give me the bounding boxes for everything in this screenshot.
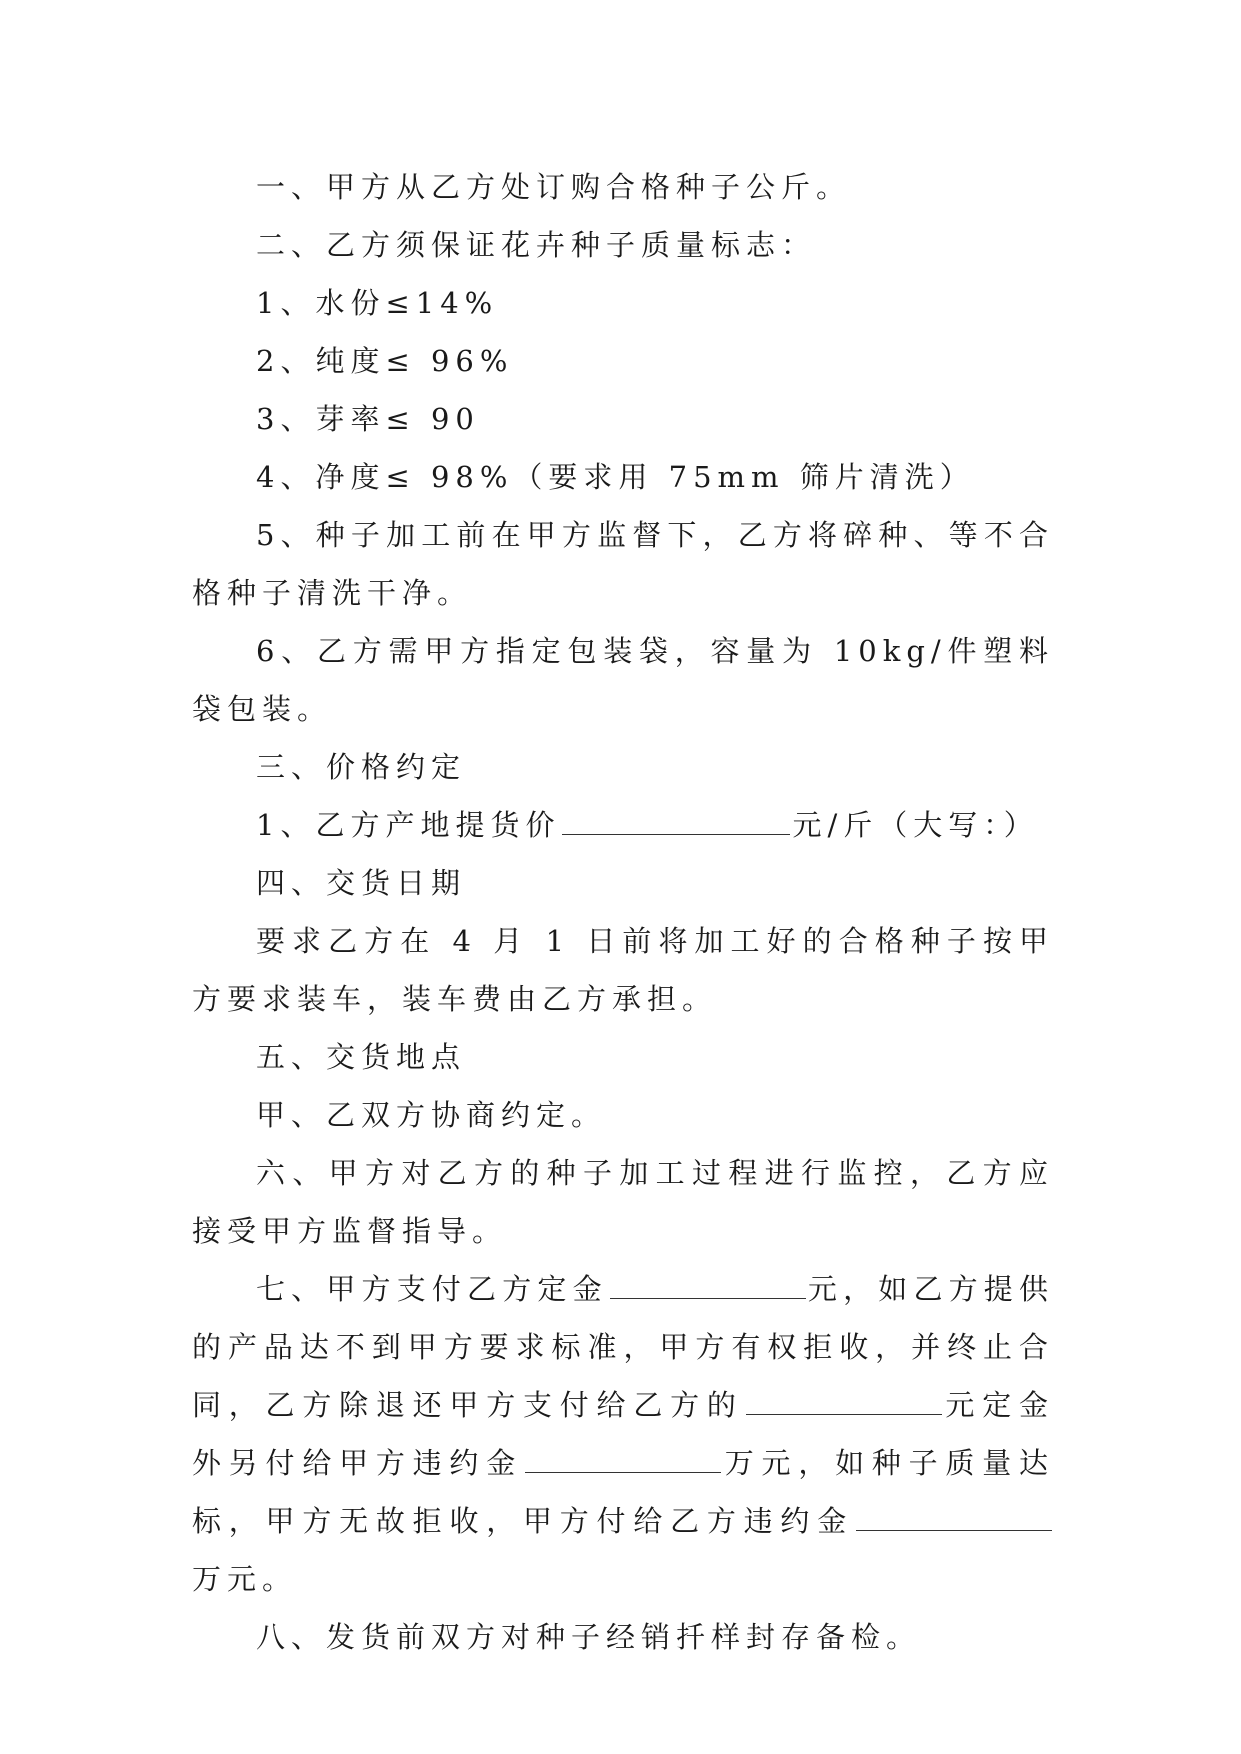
price-blank <box>562 800 790 835</box>
quality-item-germination: 3、芽率≤ 90 <box>256 402 480 436</box>
delivery-date-text: 要求乙方在 4 月 1 日前将加工好的合格种子按甲方要求装车，装车费由乙方承担。 <box>192 924 1054 1016</box>
price-text-before: 1、乙方产地提货价 <box>256 808 561 842</box>
clause-4-delivery-date-heading: 四、交货日期 <box>256 866 467 900</box>
delivery-place-text: 甲、乙双方协商约定。 <box>256 1098 607 1132</box>
clause-3-price-heading: 三、价格约定 <box>256 750 467 784</box>
clause-1-order: 一、甲方从乙方处订购合格种子公斤。 <box>256 170 852 204</box>
quality-item-moisture: 1、水份≤14% <box>256 286 499 320</box>
deposit-text-1: 七、甲方支付乙方定金 <box>256 1272 608 1306</box>
quality-item-purity: 2、纯度≤ 96% <box>256 344 514 378</box>
clause-8-sampling: 八、发货前双方对种子经销扦样封存备检。 <box>256 1620 922 1654</box>
deposit-blank <box>610 1264 806 1299</box>
clause-6-supervision: 六、甲方对乙方的种子加工过程进行监控，乙方应接受甲方监督指导。 <box>192 1156 1054 1248</box>
quality-item-cleaning: 5、种子加工前在甲方监督下，乙方将碎种、等不合格种子清洗干净。 <box>192 518 1054 610</box>
quality-item-packaging: 6、乙方需甲方指定包装袋，容量为 10kg/件塑料袋包装。 <box>192 634 1054 726</box>
contract-body <box>192 158 1054 1666</box>
deposit-text-2: 元，如乙方提供的产品达不到甲方要求标准，甲方有权拒收，并终止合同，乙方除退还甲方支付给乙方的 <box>192 1272 1054 1422</box>
clause-5-delivery-place-heading: 五、交货地点 <box>256 1040 467 1074</box>
quality-item-cleanliness: 4、净度≤ 98%（要求用 75mm 筛片清洗） <box>256 460 975 494</box>
deposit-text-5: 万元。 <box>192 1562 298 1596</box>
penalty-blank-buyer <box>856 1496 1052 1531</box>
price-text-after: 元/斤（大写：） <box>792 808 1039 842</box>
clause-7-deposit <box>192 1260 1054 1608</box>
deposit-text-3: 元定金外另付给甲方违约金 <box>192 1388 1054 1480</box>
deposit-text-4: 万元，如种子质量达标，甲方无故拒收，甲方付给乙方违约金 <box>192 1446 1054 1538</box>
refund-blank <box>746 1380 942 1415</box>
penalty-blank-seller <box>525 1438 721 1473</box>
clause-2-quality-heading: 二、乙方须保证花卉种子质量标志： <box>256 228 817 262</box>
price-item <box>192 796 1054 854</box>
